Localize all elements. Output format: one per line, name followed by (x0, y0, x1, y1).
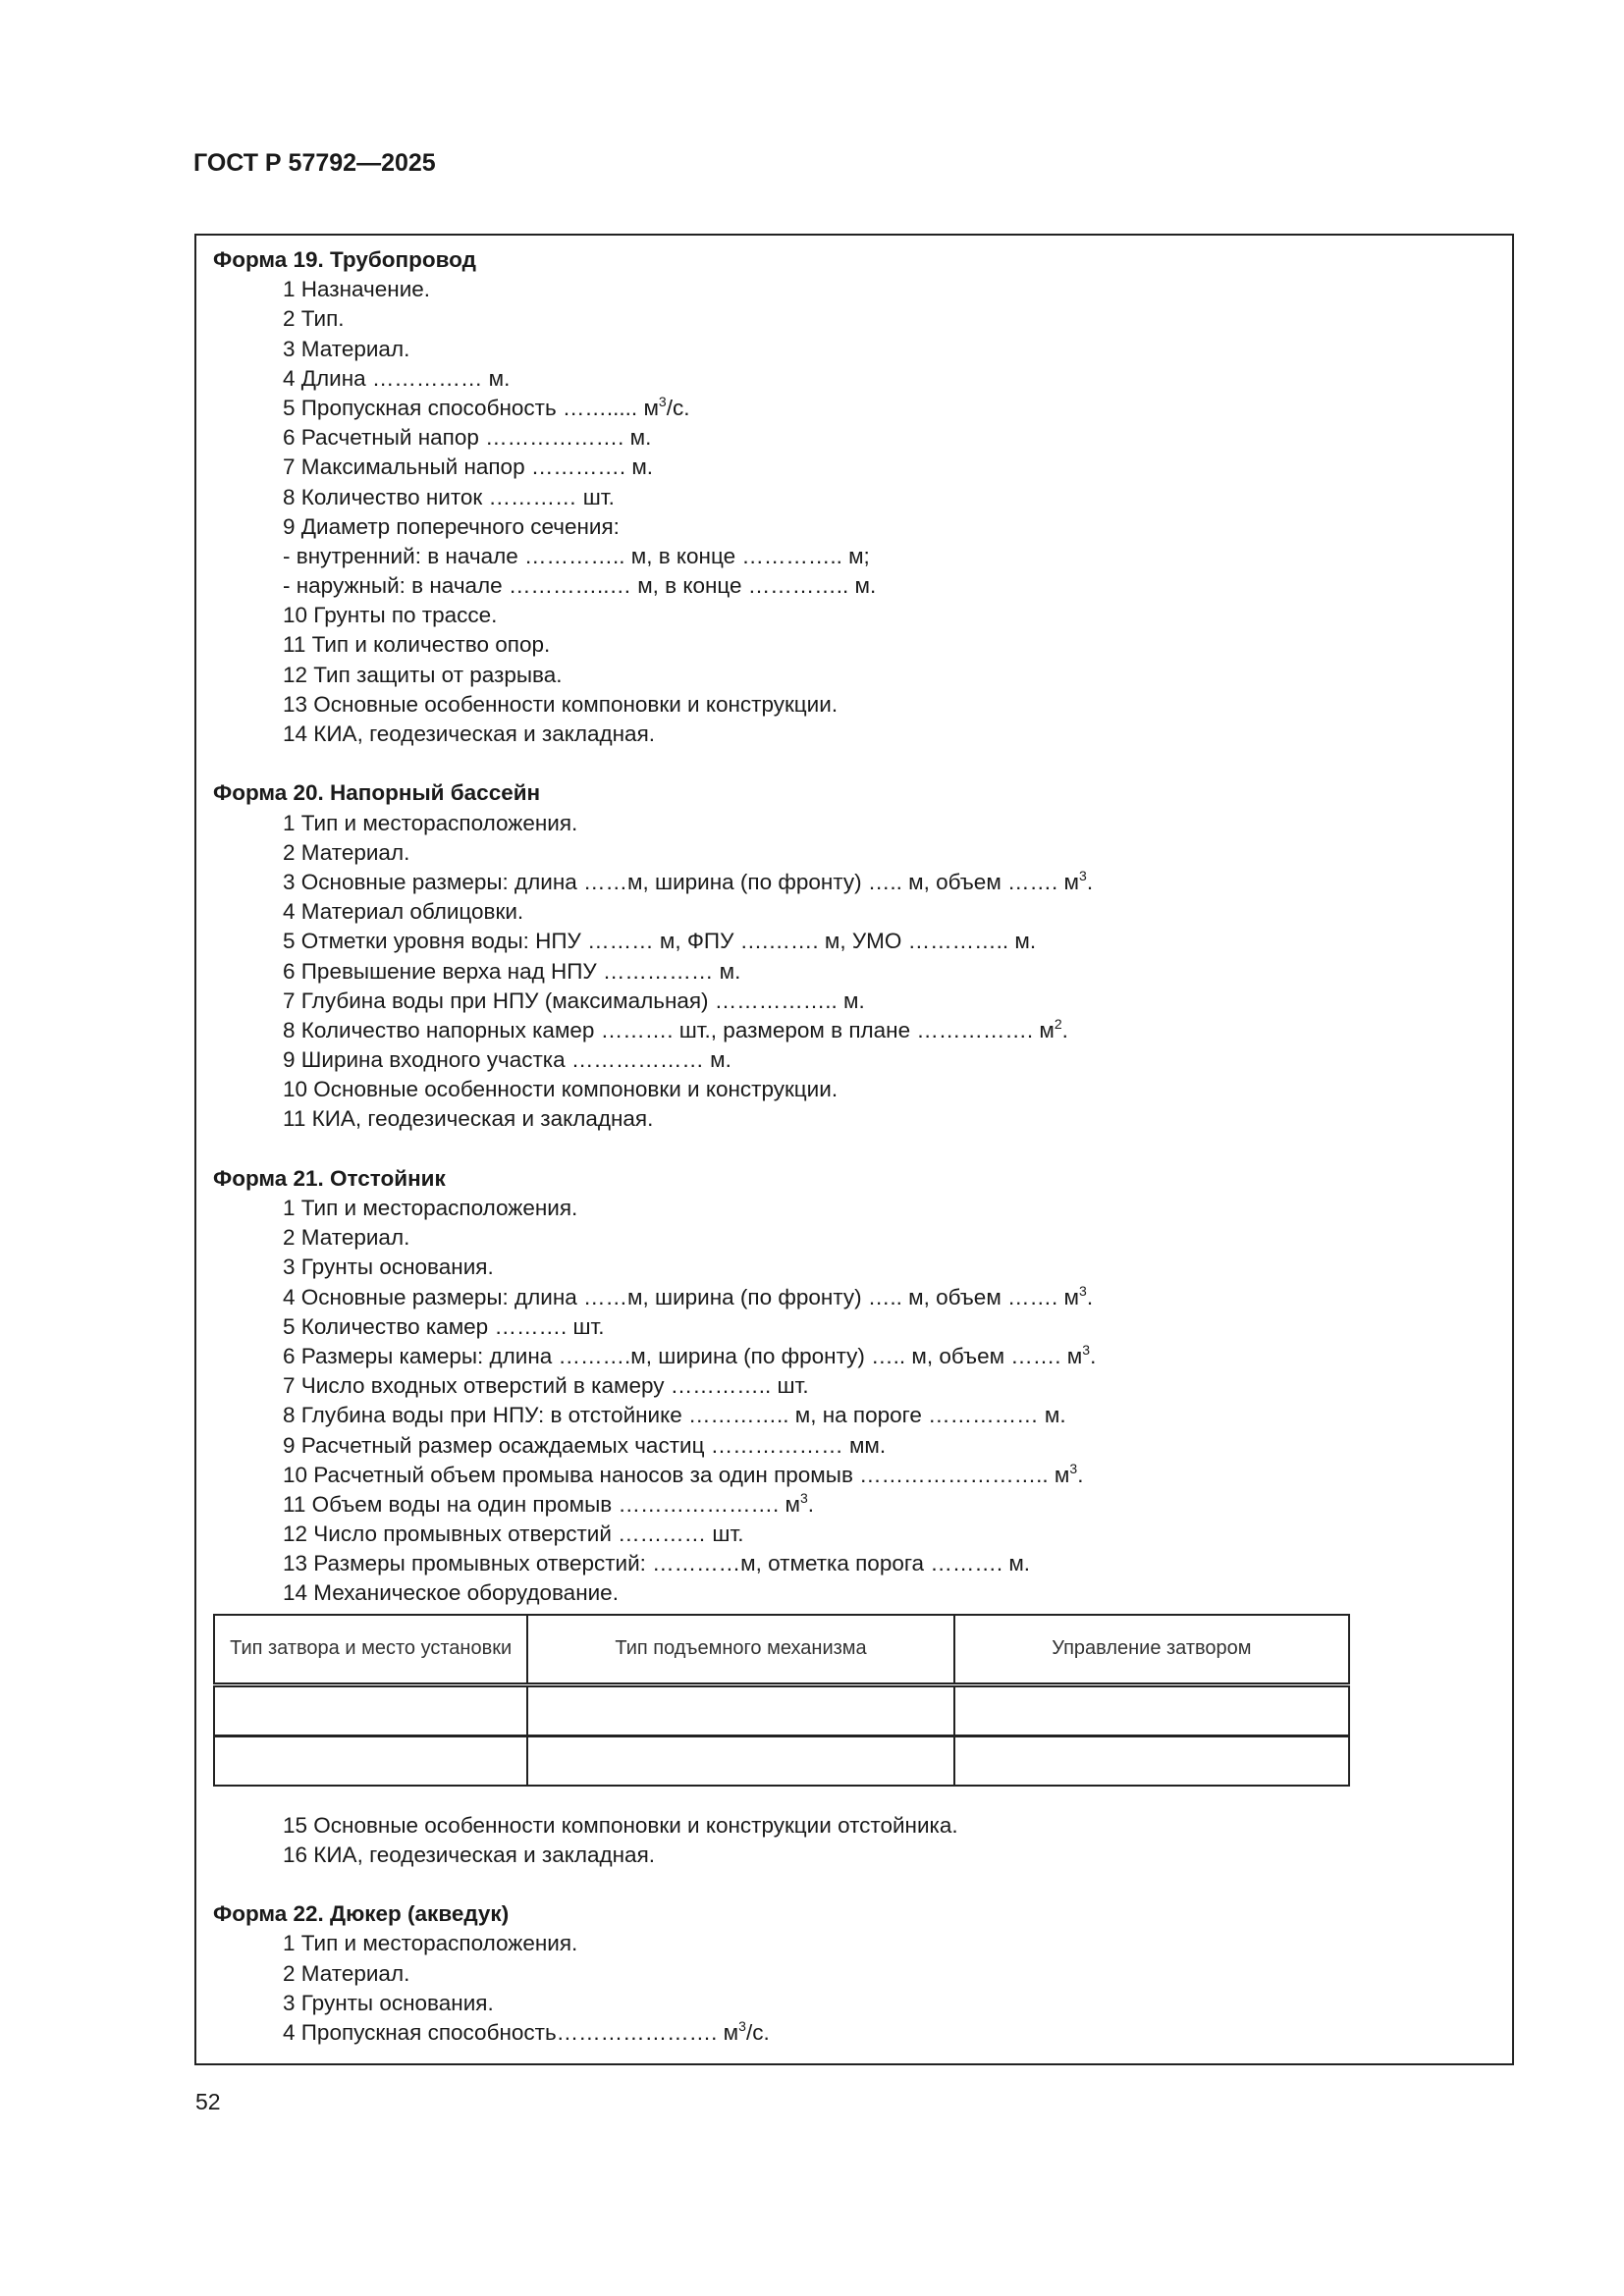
item-text: 6 Превышение верха над НПУ …………… м. (283, 958, 741, 984)
item-text: 11 Тип и количество опор. (283, 632, 551, 658)
table-cell[interactable] (527, 1684, 954, 1735)
table-row (214, 1684, 1349, 1735)
item-suffix: . (1086, 869, 1094, 894)
item-text: 1 Тип и месторасположения. (283, 810, 578, 835)
item-text: 4 Материал облицовки. (283, 899, 524, 925)
form-item (213, 868, 1512, 897)
form-item (213, 927, 1512, 956)
item-text: 15 Основные особенности компоновки и конструкции отстойника. (283, 1812, 958, 1838)
superscript: 3 (799, 1489, 808, 1506)
form-item (213, 1045, 1512, 1075)
item-text: 7 Число входных отверстий в камеру ………….. шт. (283, 1373, 809, 1399)
form-item (213, 630, 1512, 660)
item-text: 3 Грунты основания. (283, 1990, 494, 2015)
table-row (214, 1735, 1349, 1786)
item-text: 8 Количество напорных камер ………. шт., размером в плане ……………. м (283, 1017, 1055, 1042)
form-item (213, 809, 1512, 838)
item-text: 9 Диаметр поперечного сечения: (283, 513, 620, 539)
form-item (213, 1520, 1512, 1549)
form-item (213, 304, 1512, 334)
item-text: 9 Ширина входного участка ……………… м. (283, 1047, 731, 1073)
form-item (213, 1929, 1512, 1958)
table-cell[interactable] (214, 1684, 527, 1735)
form-item (213, 542, 1512, 571)
form-item (213, 394, 1512, 423)
form-item (213, 1104, 1512, 1134)
superscript: 3 (658, 393, 667, 409)
item-text: 2 Тип. (283, 306, 345, 332)
item-text: 5 Пропускная способность ……..... м (283, 395, 659, 420)
superscript: 3 (1079, 867, 1087, 883)
item-text: - наружный: в начале …………..… м, в конце ………….. м. (283, 573, 877, 599)
item-text: 2 Материал. (283, 1960, 410, 1986)
item-text: 3 Материал. (283, 336, 410, 361)
form-item (213, 2018, 1512, 2048)
column-header: Управление затвором (954, 1615, 1349, 1685)
item-text: 13 Размеры промывных отверстий: …………м, отметка порога ………. м. (283, 1551, 1031, 1576)
form-item (213, 1253, 1512, 1282)
item-text: 12 Тип защиты от разрыва. (283, 662, 563, 687)
item-text: 2 Материал. (283, 839, 410, 865)
form-item (213, 1811, 1512, 1841)
form-item (213, 512, 1512, 542)
superscript: 2 (1054, 1015, 1062, 1032)
form-item (213, 661, 1512, 690)
form-item (213, 1461, 1512, 1490)
form-item (213, 1312, 1512, 1342)
item-text: 9 Расчетный размер осаждаемых частиц ……………… мм. (283, 1432, 887, 1458)
form-item (213, 1016, 1512, 1045)
item-suffix: /с. (745, 2019, 770, 2045)
superscript: 3 (1079, 1282, 1087, 1299)
form-item (213, 1959, 1512, 1989)
item-text: 4 Пропускная способность…………………. м (283, 2019, 739, 2045)
item-text: 8 Количество ниток ………… шт. (283, 484, 615, 509)
form-item (213, 453, 1512, 482)
form-item (213, 1549, 1512, 1578)
form-item (213, 601, 1512, 630)
form-item (213, 1401, 1512, 1430)
item-text: 4 Длина …………… м. (283, 365, 511, 391)
item-text: 11 КИА, геодезическая и закладная. (283, 1106, 654, 1132)
item-text: 10 Основные особенности компоновки и конструкции. (283, 1077, 839, 1102)
form-item (213, 897, 1512, 927)
item-text: 1 Тип и месторасположения. (283, 1196, 578, 1220)
item-text: 4 Основные размеры: длина ……м, ширина (по фронту) ….. м, объем ……. м (283, 1284, 1080, 1309)
item-suffix: . (1061, 1017, 1068, 1042)
item-text: - внутренний: в начале ………….. м, в конце ………….. м; (283, 543, 870, 568)
table-cell[interactable] (954, 1684, 1349, 1735)
form-item (213, 1342, 1512, 1371)
form-title: Форма 20. Напорный бассейн (213, 780, 541, 806)
table-cell[interactable] (214, 1735, 527, 1786)
superscript: 3 (1069, 1460, 1078, 1476)
table-header-row (214, 1615, 1349, 1685)
item-text: 6 Расчетный напор ………………. м. (283, 425, 652, 451)
item-text: 10 Расчетный объем промыва наносов за один промыв …………………….. м (283, 1462, 1070, 1487)
item-text: 11 Объем воды на один промыв …………………. м (283, 1491, 800, 1517)
form-title: Форма 22. Дюкер (акведук) (213, 1901, 510, 1927)
form-item (213, 1431, 1512, 1461)
item-text: 14 Механическое оборудование. (283, 1580, 619, 1606)
form-item (213, 571, 1512, 601)
forms-frame (194, 234, 1514, 2065)
form-item (213, 423, 1512, 453)
item-suffix: /с. (666, 395, 690, 420)
form-item (213, 720, 1512, 749)
table-cell[interactable] (954, 1735, 1349, 1786)
item-suffix: . (1077, 1462, 1084, 1487)
item-suffix: . (807, 1491, 814, 1517)
column-header: Тип подъемного механизма (527, 1615, 954, 1685)
item-text: 16 КИА, геодезическая и закладная. (283, 1842, 656, 1867)
item-text: 5 Отметки уровня воды: НПУ ……… м, ФПУ ….……. м, УМО ………….. м. (283, 929, 1037, 954)
form-item (213, 364, 1512, 394)
form-item (213, 275, 1512, 304)
form-title: Форма 19. Трубопровод (213, 247, 476, 272)
item-text: 6 Размеры камеры: длина ……….м, ширина (по фронту) ….. м, объем ……. м (283, 1343, 1083, 1368)
document-header: ГОСТ Р 57792—2025 (193, 149, 436, 177)
form-item (213, 1989, 1512, 2018)
item-suffix: . (1086, 1284, 1094, 1309)
superscript: 3 (1082, 1341, 1091, 1358)
item-text: 10 Грунты по трассе. (283, 603, 498, 628)
form-item (213, 957, 1512, 987)
form-item (213, 1223, 1512, 1253)
form-item (213, 1283, 1512, 1312)
item-text: 2 Материал. (283, 1225, 410, 1251)
item-text: 3 Грунты основания. (283, 1255, 494, 1280)
form-item (213, 838, 1512, 868)
item-text: 8 Глубина воды при НПУ: в отстойнике ………….. м, на пороге …………… м. (283, 1403, 1066, 1428)
form-item (213, 690, 1512, 720)
item-text: 7 Глубина воды при НПУ (максимальная) …………….. м. (283, 988, 865, 1013)
item-text: 3 Основные размеры: длина ……м, ширина (по фронту) ….. м, объем ……. м (283, 869, 1080, 894)
item-text: 7 Максимальный напор …………. м. (283, 454, 654, 480)
item-text: 1 Тип и месторасположения. (283, 1931, 578, 1956)
form-item (213, 1578, 1512, 1608)
equipment-table (213, 1614, 1350, 1787)
item-text: 14 КИА, геодезическая и закладная. (283, 721, 656, 746)
item-suffix: . (1090, 1343, 1097, 1368)
table-cell[interactable] (527, 1735, 954, 1786)
form-item (213, 1371, 1512, 1401)
form-item (213, 335, 1512, 364)
form-title: Форма 21. Отстойник (213, 1165, 446, 1191)
page-number: 52 (195, 2089, 221, 2114)
form-item (213, 1841, 1512, 1870)
item-text: 13 Основные особенности компоновки и конструкции. (283, 691, 839, 717)
column-header: Тип затвора и место установки (214, 1615, 527, 1685)
form-item (213, 1075, 1512, 1104)
form-item (213, 1490, 1512, 1520)
item-text: 1 Назначение. (283, 277, 431, 302)
form-item (213, 483, 1512, 512)
item-text: 12 Число промывных отверстий ………… шт. (283, 1522, 744, 1547)
form-item (213, 1194, 1512, 1223)
form-item (213, 987, 1512, 1016)
superscript: 3 (738, 2017, 746, 2034)
item-text: 5 Количество камер ………. шт. (283, 1313, 605, 1339)
